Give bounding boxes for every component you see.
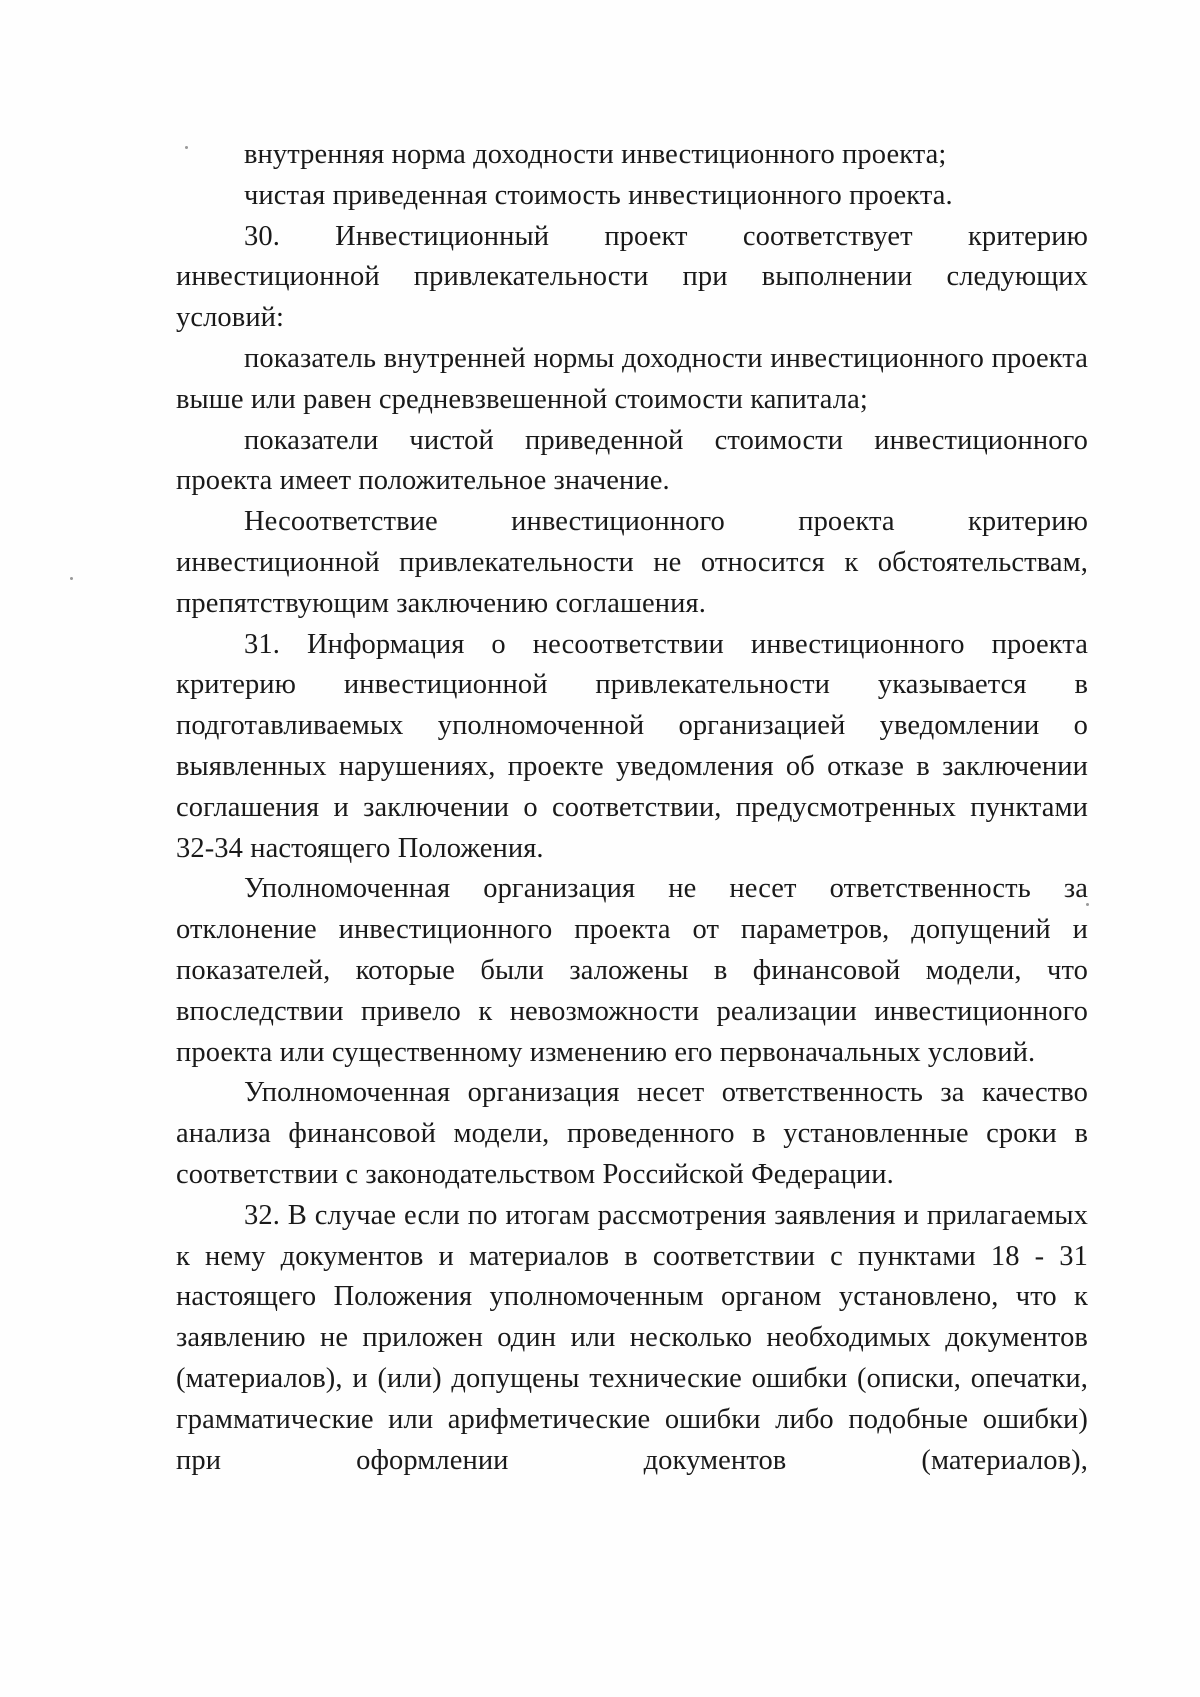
paragraph: Уполномоченная организация несет ответственность за качество анализа финансовой модели, проведенного в установленные сроки в соответствии с законодательством Российской Федерации. bbox=[176, 1077, 1088, 1190]
scan-speck bbox=[70, 577, 73, 580]
paragraph: 31. Информация о несоответствии инвестиционного проекта критерию инвестиционной привлекательности указывается в подготавливаемых уполномоченной организацией уведомлении о выявленных нарушениях, проекте уведомления об отказе в заключении соглашения и заключении о соответствии, предусмотренных пунктами 32-34 настоящего Положения. bbox=[176, 628, 1088, 864]
paragraph: показатели чистой приведенной стоимости инвестиционного проекта имеет положительное значение. bbox=[176, 424, 1088, 497]
document-body bbox=[176, 135, 1088, 1481]
paragraph: Несоответствие инвестиционного проекта критерию инвестиционной привлекательности не относится к обстоятельствам, препятствующим заключению соглашения. bbox=[176, 506, 1088, 619]
paragraph: показатель внутренней нормы доходности инвестиционного проекта выше или равен средневзвешенной стоимости капитала; bbox=[176, 342, 1088, 415]
paragraph: внутренняя норма доходности инвестиционного проекта; bbox=[244, 139, 947, 170]
paragraph: чистая приведенная стоимость инвестиционного проекта. bbox=[244, 179, 953, 211]
paragraph: Уполномоченная организация не несет ответственность за отклонение инвестиционного проекта от параметров, допущений и показателей, которые были заложены в финансовой модели, что впоследствии привело к невозможности реализации инвестиционного проекта или существенному изменению его первоначальных условий. bbox=[176, 873, 1088, 1068]
paragraph: 30. Инвестиционный проект соответствует критерию инвестиционной привлекательности при выполнении следующих условий: bbox=[176, 220, 1088, 334]
paragraph: 32. В случае если по итогам рассмотрения заявления и прилагаемых к нему документов и материалов в соответствии с пунктами 18 - 31 настоящего Положения уполномоченным органом установлено, что к заявлению не приложен один или несколько необходимых документов (материалов), и (или) допущены технические ошибки (описки, опечатки, грамматические или арифметические ошибки либо подобные ошибки) при оформлении документов (материалов), bbox=[176, 1199, 1088, 1476]
